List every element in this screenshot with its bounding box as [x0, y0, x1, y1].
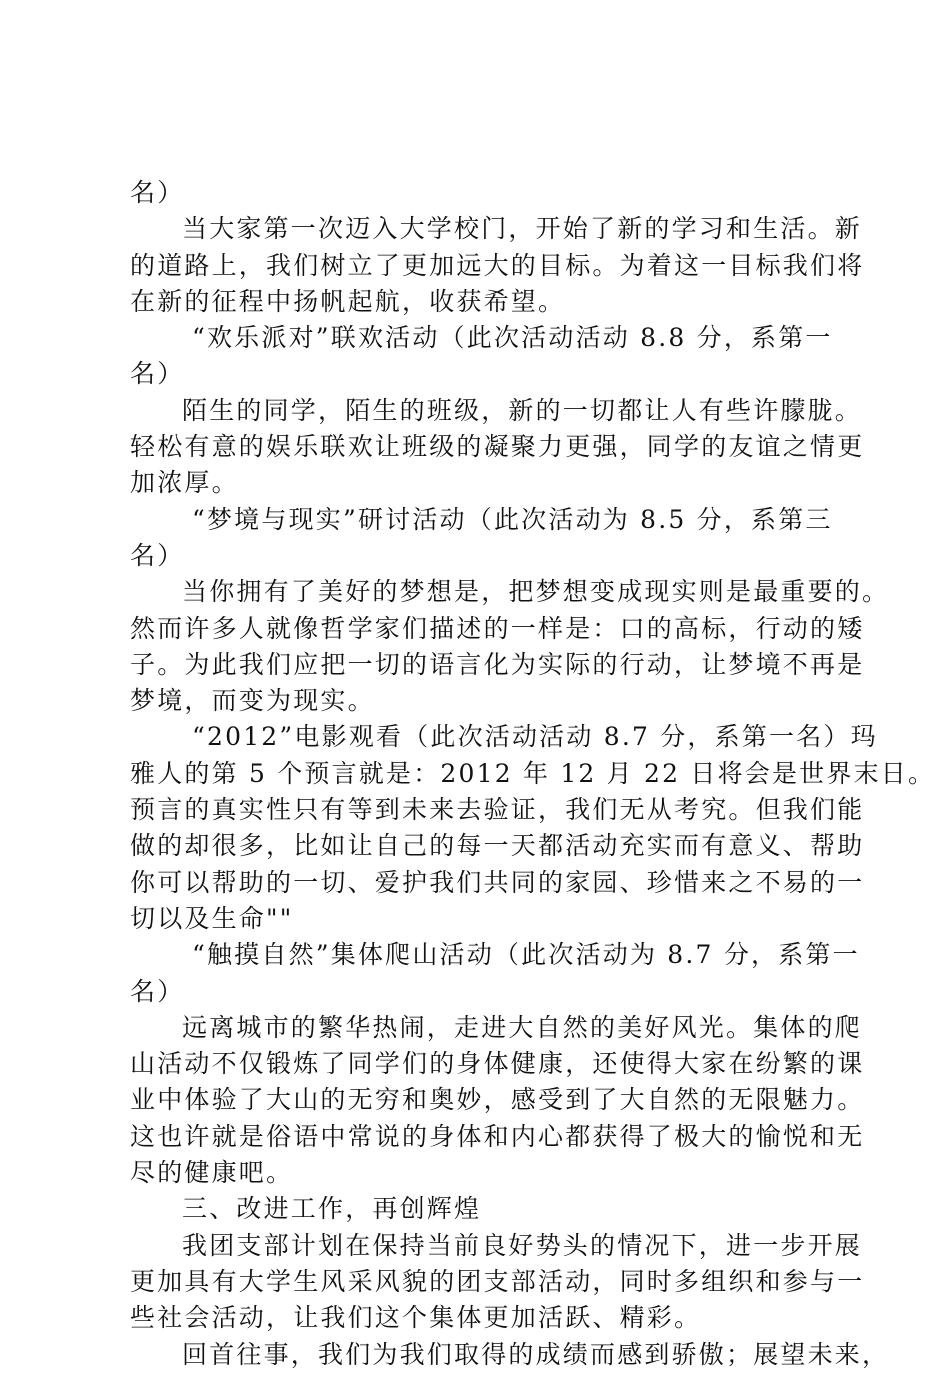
text-line: 雅人的第 5 个预言就是：2012 年 12 月 22 日将会是世界末日。 — [130, 758, 936, 788]
text-line: 在新的征程中扬帆起航，收获希望。 — [130, 286, 566, 316]
text-line: 业中体验了大山的无穷和奥妙，感受到了大自然的无限魅力。 — [130, 1085, 865, 1115]
text-line: 你可以帮助的一切、爱护我们共同的家园、珍惜来之不易的一 — [130, 867, 865, 897]
text-line: 这也许就是俗语中常说的身体和内心都获得了极大的愉悦和无 — [130, 1121, 865, 1151]
text-line: 名） — [130, 178, 185, 207]
text-line: 子。为此我们应把一切的语言化为实际的行动，让梦境不再是 — [130, 649, 865, 679]
text-line: 山活动不仅锻炼了同学们的身体健康，还使得大家在纷繁的课 — [130, 1049, 865, 1079]
text-line: 名） — [130, 359, 185, 389]
text-line: 轻松有意的娱乐联欢让班级的凝聚力更强，同学的友谊之情更 — [130, 432, 865, 462]
text-line: 名） — [130, 540, 185, 570]
text-line: 加浓厚。 — [130, 468, 239, 498]
text-line: 预言的真实性只有等到未来去验证，我们无从考究。但我们能 — [130, 795, 865, 825]
text-line: 的道路上，我们树立了更加远大的目标。为着这一目标我们将 — [130, 250, 865, 280]
text-line: 我团支部计划在保持当前良好势头的情况下，进一步开展 — [182, 1230, 863, 1260]
text-line: 做的却很多，比如让自己的每一天都活动充实而有意义、帮助 — [130, 831, 865, 861]
text-line: 切以及生命"" — [130, 903, 294, 933]
text-line: 远离城市的繁华热闹，走进大自然的美好风光。集体的爬 — [182, 1012, 863, 1042]
text-line: 尽的健康吧。 — [130, 1158, 294, 1188]
text-line: 当你拥有了美好的梦想是，把梦想变成现实则是最重要的。 — [182, 577, 890, 607]
text-line: “2012”电影观看（此次活动活动 8.7 分，系第一名）玛 — [192, 722, 878, 752]
text-line: “梦境与现实”研讨活动（此次活动为 8.5 分，系第三 — [192, 504, 833, 534]
text-line: 些社会活动，让我们这个集体更加活跃、精彩。 — [130, 1303, 702, 1333]
text-line: 当大家第一次迈入大学校门，开始了新的学习和生活。新 — [182, 214, 863, 244]
text-line: 梦境，而变为现实。 — [130, 686, 375, 716]
text-line: “触摸自然”集体爬山活动（此次活动为 8.7 分，系第一 — [192, 940, 860, 970]
document-body — [130, 175, 936, 1373]
text-line: 三、改进工作，再创辉煌 — [182, 1194, 482, 1224]
text-line: 名） — [130, 976, 185, 1006]
text-line: “欢乐派对”联欢活动（此次活动活动 8.8 分，系第一 — [192, 323, 833, 353]
text-line: 更加具有大学生风采风貌的团支部活动，同时多组织和参与一 — [130, 1266, 865, 1296]
text-line: 陌生的同学，陌生的班级，新的一切都让人有些许朦胧。 — [182, 395, 863, 425]
text-line: 回首往事，我们为我们取得的成绩而感到骄傲；展望未来， — [182, 1339, 890, 1369]
text-line: 然而许多人就像哲学家们描述的一样是：口的高标，行动的矮 — [130, 613, 865, 643]
